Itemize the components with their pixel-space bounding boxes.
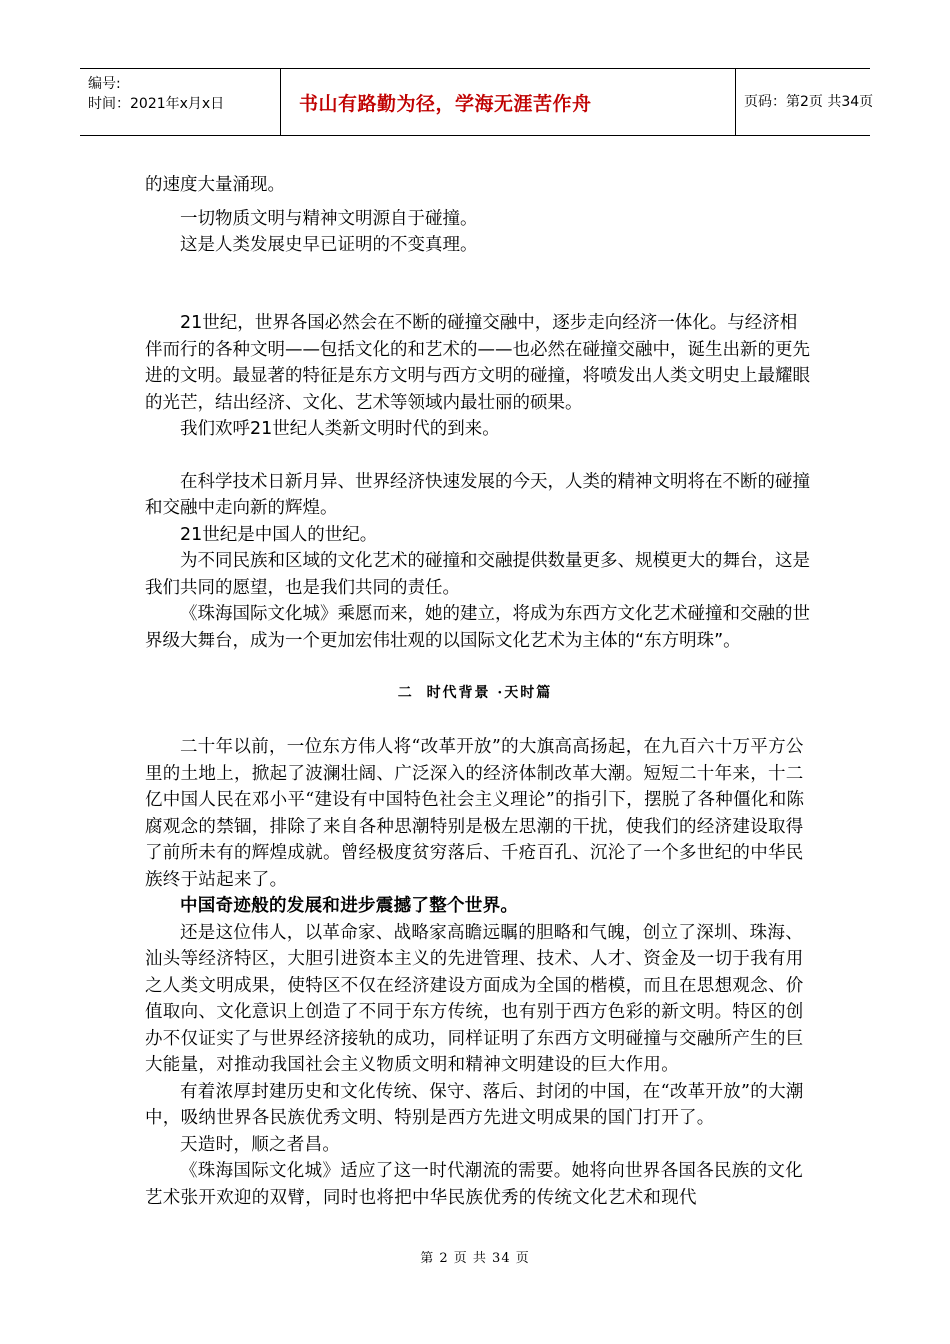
heading-number: 二 bbox=[397, 685, 414, 701]
paragraph: 在科学技术日新月异、世界经济快速发展的今天，人类的精神文明将在不断的碰撞和交融中走向新的辉煌。 bbox=[145, 471, 810, 518]
section2-heading bbox=[0, 682, 950, 702]
header-page-info: 页码：第2页 共34页 bbox=[744, 94, 874, 110]
paragraph: 我们欢呼21世纪人类新文明时代的到来。 bbox=[180, 419, 500, 439]
section2-body bbox=[145, 734, 810, 1211]
paragraph: 21世纪是中国人的世纪。 bbox=[180, 524, 378, 545]
paragraph: 一切物质文明与精神文明源自于碰撞。 bbox=[180, 208, 478, 229]
paragraph: 为不同民族和区域的文化艺术的碰撞和交融提供数量更多、规模更大的舞台，这是我们共同的愿望，也是我们共同的责任。 bbox=[145, 551, 810, 598]
paragraph: 《珠海国际文化城》适应了这一时代潮流的需要。她将向世界各国各民族的文化艺术张开欢迎的双臂，同时也将把中华民族优秀的传统文化艺术和现代 bbox=[145, 1161, 803, 1208]
header-meta bbox=[80, 69, 280, 135]
paragraph: 天造时，顺之者昌。 bbox=[180, 1134, 341, 1155]
paragraph: 这是人类发展史早已证明的不变真理。 bbox=[180, 235, 478, 255]
paragraph: 二十年以前，一位东方伟人将“改革开放”的大旗高高扬起，在九百六十万平方公里的土地上，掀起了波澜壮阔、广泛深入的经济体制改革大潮。短短二十年来，十二亿中国人民在邓小平“建设有中国特色社会主义理论”的指引下，摆脱了各种僵化和陈腐观念的禁锢，排除了来自各种思潮特别是极左思潮的干扰，使我们的经济建设取得了前所未有的辉煌成就。曾经极度贫穷落后、千疮百孔、沉沦了一个多世纪的中华民族终于站起来了。 bbox=[145, 737, 805, 890]
paragraph: 有着浓厚封建历史和文化传统、保守、落后、封闭的中国，在“改革开放”的大潮中，吸纳世界各民族优秀文明、特别是西方先进文明成果的国门打开了。 bbox=[145, 1081, 804, 1128]
time-label: 时间：2021年x月x日 bbox=[88, 96, 225, 112]
paragraph: 21世纪，世界各国必然会在不断的碰撞交融中，逐步走向经济一体化。与经济相伴而行的各种文明——包括文化的和艺术的——也必然在碰撞交融中，诞生出新的更先进的文明。最显著的特征是东方文明与西方文明的碰撞，将喷发出人类文明史上最耀眼的光芒，结出经济、文化、艺术等领域内最壮丽的硕果。 bbox=[145, 313, 810, 413]
paragraph: 的速度大量涌现。 bbox=[145, 175, 285, 195]
header-motto-cell bbox=[280, 69, 736, 135]
paragraph: 还是这位伟人，以革命家、战略家高瞻远瞩的胆略和气魄，创立了深圳、珠海、汕头等经济特区，大胆引进资本主义的先进管理、技术、人才、资金及一切于我有用之人类文明成果，使特区不仅在经济建设方面成为全国的楷模，而且在思想观念、价值取向、文化意识上创造了不同于东方传统，也有别于西方色彩的新文明。特区的创办不仅证实了与世界经济接轨的成功，同样证明了东西方文明碰撞与交融所产生的巨大能量，对推动我国社会主义物质文明和精神文明建设的巨大作用。 bbox=[145, 922, 804, 1075]
section1-intro bbox=[145, 172, 810, 259]
paragraph: 《珠海国际文化城》乘愿而来，她的建立，将成为东西方文化艺术碰撞和交融的世界级大舞台，成为一个更加宏伟壮观的以国际文化艺术为主体的“东方明珠”。 bbox=[145, 604, 810, 651]
header-motto: 书山有路勤为径，学海无涯苦作舟 bbox=[299, 93, 592, 115]
heading-title: 时代背景 ·天时篇 bbox=[426, 685, 553, 701]
paragraph-emphasis: 中国奇迹般的发展和进步震撼了整个世界。 bbox=[180, 896, 519, 916]
section1-body bbox=[145, 310, 810, 654]
page-footer: 第 2 页 共 34 页 bbox=[420, 1251, 530, 1266]
number-label: 编号: bbox=[88, 76, 121, 92]
page-header bbox=[80, 68, 874, 136]
